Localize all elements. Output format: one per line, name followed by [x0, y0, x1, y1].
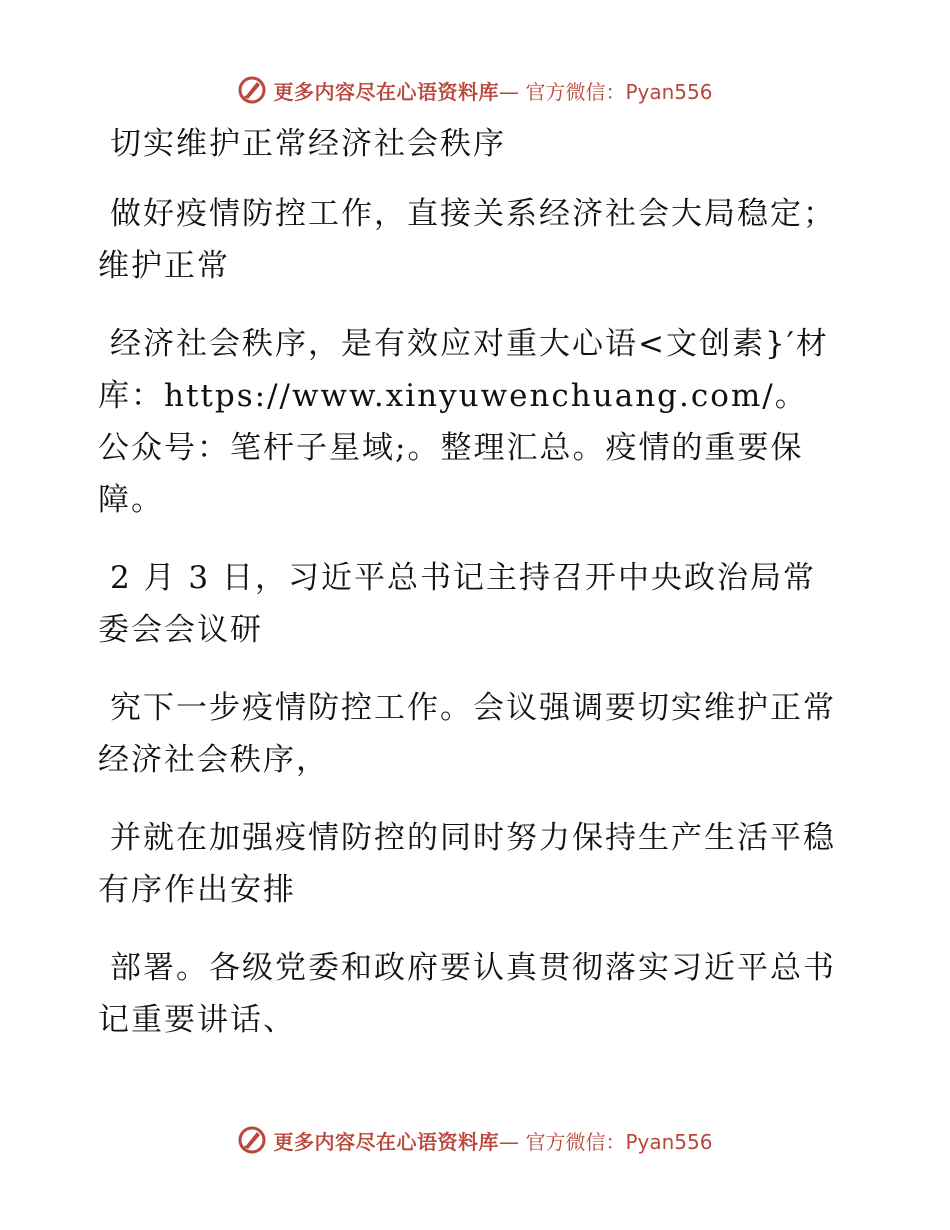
paragraph: 经济社会秩序，是有效应对重大心语<文创素}′材库：https://www.xinyuwenchuang.com/。公众号：笔杆子星域;。整理汇总。疫情的重要保障。: [98, 326, 829, 518]
paragraph: 并就在加强疫情防控的同时努力保持生产生活平稳有序作出安排: [98, 820, 836, 908]
paragraph: 做好疫情防控工作，直接关系经济社会大局稳定；维护正常: [98, 196, 836, 284]
footer-banner: [0, 1120, 950, 1160]
header-banner: [0, 70, 950, 110]
document-title-line: 切实维护正常经济社会秩序: [110, 126, 506, 162]
promo-text: 更多内容尽在心语资料库—: [273, 79, 520, 104]
wechat-text: 官方微信：Pyan556: [525, 1129, 713, 1154]
paragraph: 部署。各级党委和政府要认真贯彻落实习近平总书记重要讲话、: [98, 950, 836, 1038]
document-body: [98, 118, 838, 1072]
paragraph: 究下一步疫情防控工作。会议强调要切实维护正常经济社会秩序，: [98, 690, 836, 778]
quill-in-circle-icon: [237, 75, 267, 105]
promo-text: 更多内容尽在心语资料库—: [273, 1129, 520, 1154]
quill-in-circle-icon: [237, 1125, 267, 1155]
wechat-text: 官方微信：Pyan556: [525, 79, 713, 104]
paragraph: 2 月 3 日，习近平总书记主持召开中央政治局常委会会议研: [98, 560, 817, 648]
